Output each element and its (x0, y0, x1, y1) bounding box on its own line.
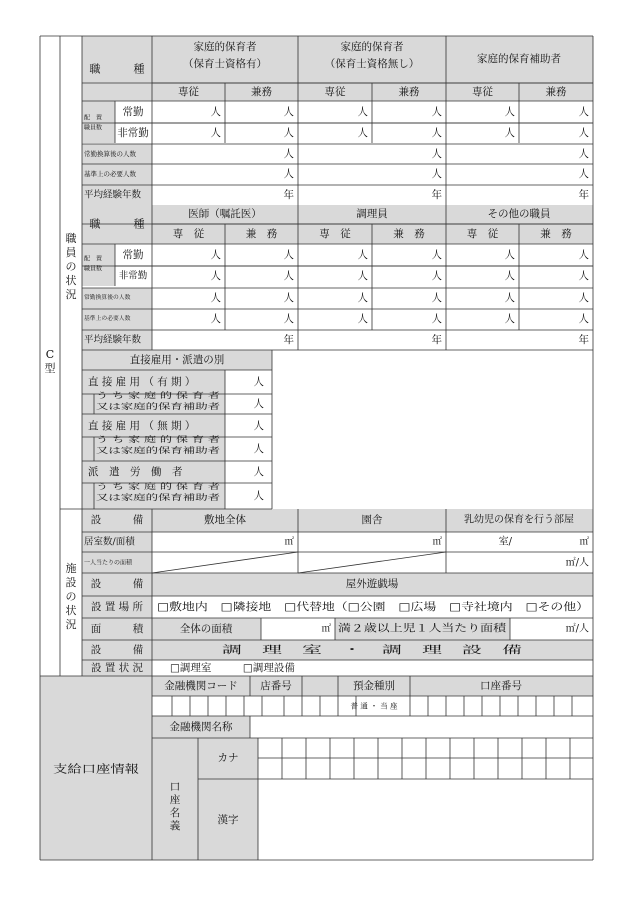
installation-status-label: 設 置 状 況 (90, 662, 144, 674)
person-unit: 人 (504, 270, 515, 282)
fte-count-label-2: 常勤換算後の人数 (84, 295, 131, 301)
required-count-label: 基準上の必要人数 (84, 170, 136, 178)
section2-subheader-2: 専 従 (319, 228, 351, 240)
section1-subheader-1: 兼務 (251, 86, 272, 98)
person-unit: 人 (504, 313, 515, 325)
person-unit: 人 (504, 292, 515, 304)
section1-row-label-shading (82, 101, 115, 143)
section1-header-1: 家庭的保育者（保育士資格無し） (324, 41, 420, 70)
equipment-label-2: 設 備 (90, 578, 144, 590)
area-per-child-label: 満２歳以上児１人当たり面積 (338, 623, 468, 635)
staff-status-label: 職員の状況 (65, 232, 77, 301)
staff-count-label: 職員数 (84, 124, 103, 132)
person-unit: 人 (578, 313, 589, 325)
person-unit: 人 (431, 270, 442, 282)
person-unit: 人 (253, 420, 264, 432)
kanji-label: 漢字 (217, 814, 239, 826)
person-unit: 人 (578, 249, 589, 261)
person-unit: 人 (357, 249, 368, 261)
required-count-label-2: 基準上の必要人数 (84, 316, 131, 322)
person-unit: 人 (253, 466, 264, 478)
person-unit: 人 (431, 249, 442, 261)
person-unit: 人 (210, 249, 221, 261)
fulltime-label: 常勤 (122, 106, 144, 118)
account-number-header: 口座番号 (480, 680, 522, 692)
institution-code-header: 金融機関コード (164, 680, 238, 692)
person-unit: 人 (283, 168, 294, 180)
cooking-options: □調理室 □調理設備 (170, 662, 295, 674)
person-unit: 人 (357, 292, 368, 304)
person-unit: 人 (210, 270, 221, 282)
type-label: C 型 (44, 348, 56, 375)
person-unit: 人 (283, 249, 294, 261)
person-unit: 人 (504, 249, 515, 261)
payment-info-label: 支給口座情報 (53, 762, 119, 776)
section1-subheader-0: 専従 (178, 86, 199, 98)
total-area-label: 全体の面積 (179, 623, 233, 635)
person-unit: 人 (578, 168, 589, 180)
person-unit: 人 (578, 270, 589, 282)
sqm-unit: ㎡ (321, 623, 331, 635)
person-unit: 人 (357, 313, 368, 325)
person-unit: 人 (210, 106, 221, 118)
equipment-label-3: 設 備 (90, 644, 144, 656)
diagonal-strike-line (152, 552, 298, 573)
site-total-header: 敷地全体 (204, 514, 246, 526)
person-unit: 人 (431, 127, 442, 139)
facility-status-label: 施設の状況 (65, 562, 77, 631)
person-unit: 人 (210, 127, 221, 139)
person-unit: 人 (210, 292, 221, 304)
section2-subheader-5: 兼 務 (540, 228, 572, 240)
installation-location-label: 設 置 場 所 (90, 601, 144, 613)
kana-label: カナ (217, 752, 239, 764)
person-unit: 人 (253, 376, 264, 388)
deposit-type-value: 普 通 ・ 当 座 (350, 701, 398, 711)
year-unit: 年 (578, 334, 589, 346)
employment-subrow-5: う ち 家 庭 的 保 育 者又は家庭的保育補助者 (96, 482, 178, 502)
person-unit: 人 (578, 148, 589, 160)
section1-header-2: 家庭的保育補助者 (477, 53, 561, 65)
person-unit: 人 (283, 106, 294, 118)
person-unit: 人 (431, 313, 442, 325)
location-options: □敷地内 □隣接地 □代替地（□公園 □広場 □寺社境内 □その他） (157, 601, 510, 613)
section2-subheader-3: 兼 務 (393, 228, 425, 240)
person-unit: 人 (504, 106, 515, 118)
person-unit: 人 (578, 106, 589, 118)
branch-number-header: 店番号 (260, 680, 292, 692)
person-unit: 人 (253, 490, 264, 502)
section1-subheader-5: 兼務 (545, 86, 567, 98)
cooking-header: 調 理 室 ・ 調 理 設 備 (222, 644, 380, 656)
building-header: 園舎 (361, 514, 383, 526)
staff-count-label-2: 職員数 (84, 265, 103, 273)
placement-label: 配 置 (84, 114, 103, 122)
section2-header-0: 医師（嘱託医） (188, 208, 262, 220)
employment-subrow-1: う ち 家 庭 的 保 育 者又は家庭的保育補助者 (96, 391, 178, 411)
person-unit: 人 (283, 127, 294, 139)
person-unit: 人 (253, 443, 264, 455)
section2-subheader-4: 専 従 (466, 228, 499, 240)
avg-experience-label: 平均経験年数 (84, 189, 142, 201)
diagonal-strike-line (298, 552, 446, 573)
fte-count-label: 常勤換算後の人数 (84, 150, 136, 158)
deposit-type-header: 預金種別 (353, 680, 395, 692)
sqm-unit: ㎡ (432, 536, 442, 548)
sqm-unit: ㎡ (284, 536, 294, 548)
sqm-per-person-unit: ㎡/人 (565, 557, 589, 569)
sqm-unit: ㎡ (579, 536, 589, 548)
sqm-per-person-unit: ㎡/人 (565, 623, 589, 635)
section1-header-0: 家庭的保育者（保育士資格有） (183, 41, 267, 70)
job-type-label-2: 職 種 (89, 217, 145, 231)
person-unit: 人 (357, 106, 368, 118)
employment-row-2: 直 接 雇 用 （ 無 期 ） (88, 420, 196, 432)
section2-header-1: 調理員 (356, 208, 388, 220)
account-holder-label: 口座名義 (169, 781, 181, 832)
year-unit: 年 (431, 189, 442, 201)
person-unit: 人 (210, 313, 221, 325)
room-count-area-label: 居室数/面積 (84, 536, 135, 548)
employment-row-4: 派 遣 労 働 者 (88, 466, 183, 478)
employment-subrow-3: う ち 家 庭 的 保 育 者又は家庭的保育補助者 (96, 435, 178, 455)
nursery-room-header: 乳幼児の保育を行う部屋 (464, 514, 574, 526)
job-type-label: 職 種 (89, 62, 145, 76)
person-unit: 人 (431, 148, 442, 160)
person-unit: 人 (283, 270, 294, 282)
section2-subheader-1: 兼 務 (245, 228, 278, 240)
year-unit: 年 (283, 334, 294, 346)
fulltime-label-2: 常勤 (122, 249, 144, 261)
equipment-label: 設 備 (90, 514, 144, 526)
person-unit: 人 (578, 127, 589, 139)
parttime-label: 非常勤 (117, 127, 149, 139)
year-unit: 年 (431, 334, 442, 346)
employment-title: 直接雇用・派遣の別 (129, 354, 225, 366)
placement-label-2: 配 置 (84, 255, 103, 263)
section2-header-2: その他の職員 (487, 208, 551, 220)
person-unit: 人 (431, 292, 442, 304)
section1-subheader-2: 専従 (324, 86, 346, 98)
year-unit: 年 (578, 189, 589, 201)
year-unit: 年 (283, 189, 294, 201)
person-unit: 人 (283, 148, 294, 160)
area-label: 面 積 (90, 623, 144, 635)
avg-experience-label-2: 平均経験年数 (84, 334, 142, 346)
person-unit: 人 (431, 106, 442, 118)
person-unit: 人 (283, 292, 294, 304)
section1-subheader-3: 兼務 (398, 86, 420, 98)
institution-name-label: 金融機関名称 (169, 721, 233, 733)
section2-subheader-0: 専 従 (172, 228, 205, 240)
parttime-label-2: 非常勤 (118, 270, 148, 282)
person-unit: 人 (283, 313, 294, 325)
person-unit: 人 (357, 127, 368, 139)
person-unit: 人 (578, 292, 589, 304)
area-per-person-label: 一人当たりの面積 (84, 559, 133, 567)
section1-subheader-4: 専従 (472, 86, 493, 98)
outdoor-header-shading (82, 573, 593, 596)
person-unit: 人 (504, 127, 515, 139)
person-unit: 人 (357, 270, 368, 282)
room-unit: 室/ (498, 536, 512, 548)
outdoor-play-area-header: 屋外遊戯場 (345, 578, 399, 590)
person-unit: 人 (253, 398, 264, 410)
employment-row-0: 直 接 雇 用 （ 有 期 ） (88, 376, 196, 388)
person-unit: 人 (431, 168, 442, 180)
